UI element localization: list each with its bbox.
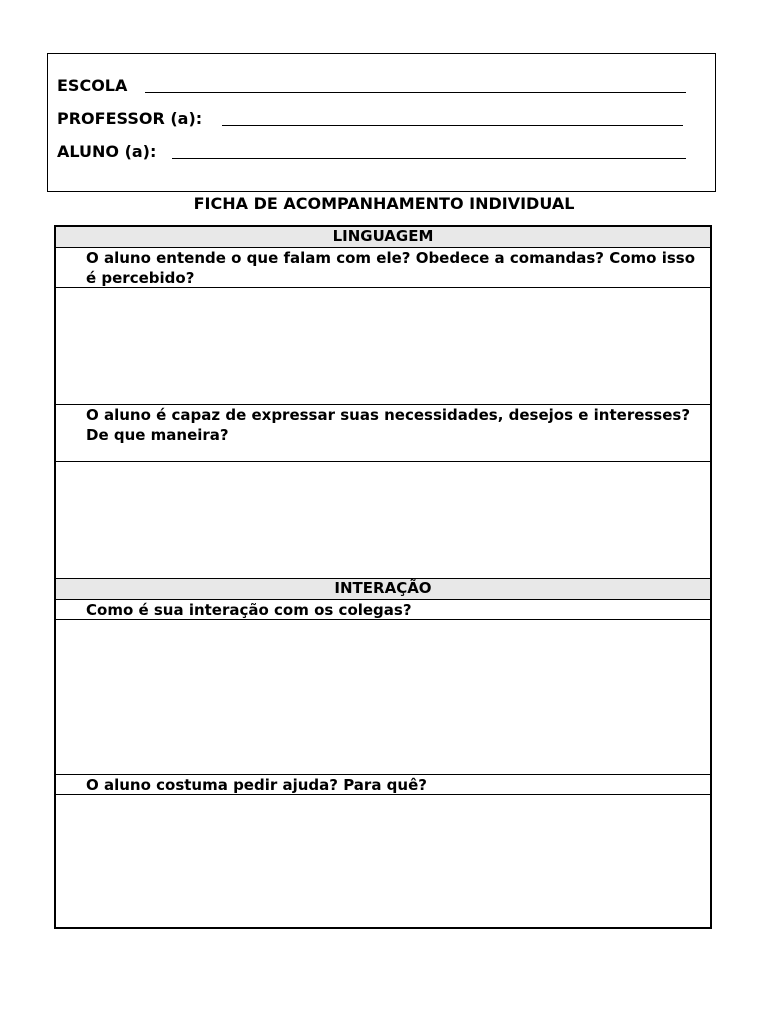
professor-field[interactable] — [222, 125, 683, 126]
answer-area-expression[interactable] — [56, 462, 710, 579]
question-asks-help: O aluno costuma pedir ajuda? Para quê? — [56, 775, 710, 795]
section-header-linguagem: LINGUAGEM — [56, 227, 710, 248]
professor-label: PROFESSOR (a): — [57, 109, 203, 128]
question-peer-interaction: Como é sua interação com os colegas? — [56, 600, 710, 620]
answer-area-understanding[interactable] — [56, 288, 710, 405]
question-understanding: O aluno entende o que falam com ele? Obedece a comandas? Como isso é percebido? — [56, 248, 710, 288]
form-title: FICHA DE ACOMPANHAMENTO INDIVIDUAL — [193, 194, 575, 213]
tracking-sheet — [54, 225, 712, 929]
identification-box — [47, 53, 716, 192]
answer-area-asks-help[interactable] — [56, 795, 710, 927]
escola-field[interactable] — [145, 92, 686, 93]
question-expression: O aluno é capaz de expressar suas necessidades, desejos e interesses? De que maneira? — [56, 405, 710, 462]
escola-label: ESCOLA — [57, 76, 128, 95]
answer-area-peer-interaction[interactable] — [56, 620, 710, 775]
aluno-label: ALUNO (a): — [57, 142, 157, 161]
section-header-interacao: INTERAÇÃO — [56, 578, 710, 600]
aluno-field[interactable] — [172, 158, 686, 159]
